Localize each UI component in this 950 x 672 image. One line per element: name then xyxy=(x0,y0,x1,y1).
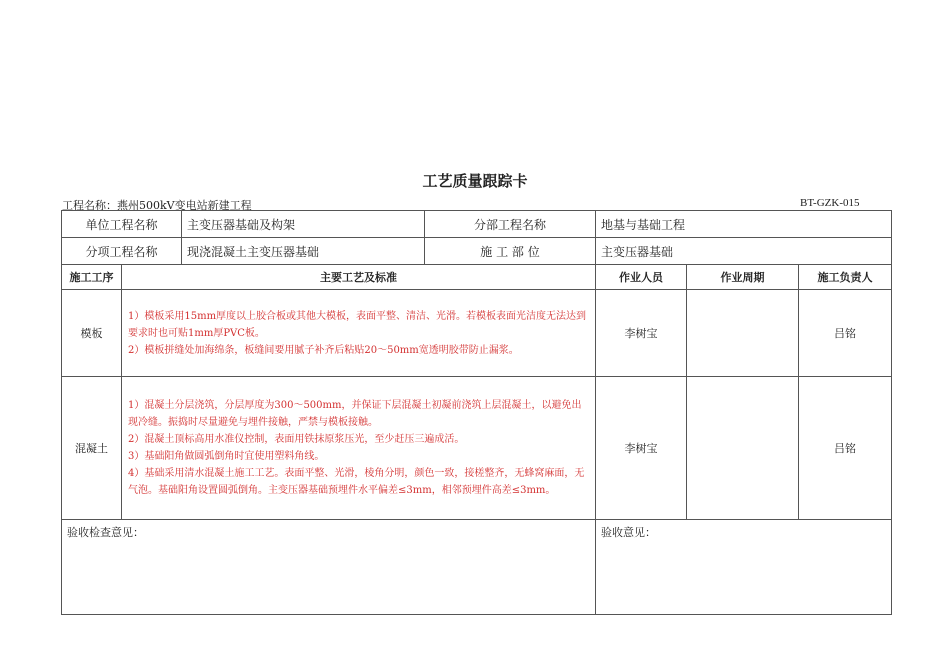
location-label: 施 工 部 位 xyxy=(425,238,596,265)
unit-project-label: 单位工程名称 xyxy=(62,211,182,238)
header-worker: 作业人员 xyxy=(596,265,687,290)
table-row xyxy=(62,290,892,377)
header-period: 作业周期 xyxy=(687,265,799,290)
standard-line: 4）基础采用清水混凝土施工工艺。表面平整、光滑，棱角分明，颜色一致，接槎整齐，无蜂窝麻面，无气泡。基础阳角设置圆弧倒角。主变压器基础预埋件水平偏差≤3mm，相邻预埋件高差≤3mm。 xyxy=(128,468,585,496)
process-standard xyxy=(122,290,596,377)
acceptance-row xyxy=(62,520,892,615)
leader-name: 吕铭 xyxy=(799,377,892,520)
standard-line: 3）基础阳角做圆弧倒角时宜使用塑料角线。 xyxy=(128,451,325,462)
standard-line: 1）混凝土分层浇筑，分层厚度为300～500mm，并保证下层混凝土初凝前浇筑上层混凝土，以避免出现冷缝。振捣时尽量避免与埋件接触，严禁与模板接触。 xyxy=(128,400,582,428)
tracking-card xyxy=(61,210,891,615)
standard-line: 1）模板采用15mm厚度以上胶合板或其他大模板，表面平整、清洁、光滑。若模板表面光洁度无法达到要求时也可贴1mm厚PVC板。 xyxy=(128,310,587,339)
header-leader: 施工负责人 xyxy=(799,265,892,290)
process-table-header xyxy=(62,265,892,290)
document-code: BT-GZK-015 xyxy=(800,197,860,209)
acceptance-opinion-cell: 验收意见： xyxy=(596,520,892,615)
work-period xyxy=(687,290,799,377)
worker-name: 李树宝 xyxy=(596,290,687,377)
page-title: 工艺质量跟踪卡 xyxy=(422,172,528,190)
header-standard: 主要工艺及标准 xyxy=(122,265,596,290)
leader-name: 吕铭 xyxy=(799,290,892,377)
item-project-label: 分项工程名称 xyxy=(62,238,182,265)
process-name: 模板 xyxy=(62,290,122,377)
project-name: 工程名称：燕州500kV变电站新建工程 xyxy=(62,199,252,212)
table-row xyxy=(62,377,892,520)
standard-line: 2）模板拼缝处加海绵条，板缝间要用腻子补齐后粘贴20～50mm宽透明胶带防止漏浆。 xyxy=(128,344,519,356)
acceptance-check-cell: 验收检查意见： xyxy=(62,520,596,615)
process-table xyxy=(61,264,892,615)
item-project-value: 现浇混凝土主变压器基础 xyxy=(182,238,425,265)
process-standard xyxy=(122,377,596,520)
project-info-table xyxy=(61,210,892,265)
sub-project-value: 地基与基础工程 xyxy=(596,211,892,238)
process-name: 混凝土 xyxy=(62,377,122,520)
location-value: 主变压器基础 xyxy=(596,238,892,265)
worker-name: 李树宝 xyxy=(596,377,687,520)
work-period xyxy=(687,377,799,520)
sub-project-label: 分部工程名称 xyxy=(425,211,596,238)
header-process: 施工工序 xyxy=(62,265,122,290)
unit-project-value: 主变压器基础及构架 xyxy=(182,211,425,238)
standard-line: 2）混凝土顶标高用水准仪控制，表面用铁抹原浆压光，至少赶压三遍成活。 xyxy=(128,434,465,445)
